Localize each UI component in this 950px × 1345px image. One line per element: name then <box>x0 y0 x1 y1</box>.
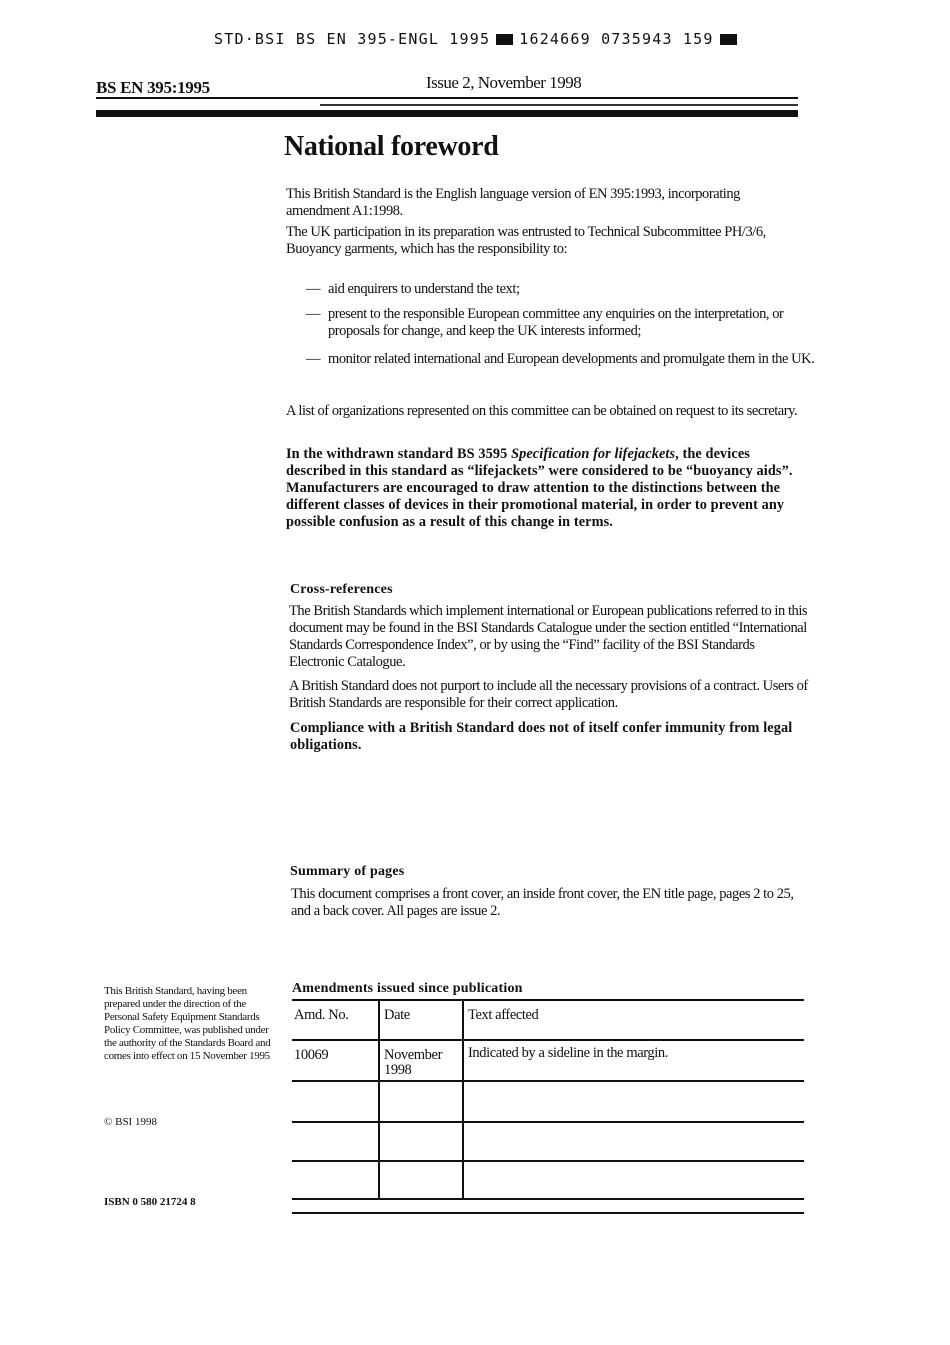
column-header-text: Text affected <box>468 1007 539 1023</box>
header-rule-mid <box>320 104 798 106</box>
summary-text: This document comprises a front cover, an inside front cover, the EN title page, pages 2 to 25, and a back cover. All pages are issue 2. <box>291 886 794 919</box>
column-header-date: Date <box>384 1007 410 1023</box>
isbn: ISBN 0 580 21724 8 <box>104 1196 196 1208</box>
issue-label: Issue 2, November 1998 <box>426 73 582 92</box>
foreword-bold-note <box>286 446 806 531</box>
summary-heading: Summary of pages <box>290 864 405 879</box>
foreword-para-3: A list of organizations represented on this committee can be obtained on request to its secretary. <box>286 403 798 419</box>
bold-note-part-a: In the withdrawn standard BS 3595 <box>286 446 512 462</box>
scan-block-mark-end <box>720 34 737 45</box>
scan-header-part2: 1624669 0735943 159 <box>519 30 714 48</box>
header-rule-thin <box>96 97 798 99</box>
foreword-para-2: The UK participation in its preparation was entrusted to Technical Subcommittee PH/3/6, Buoyancy garments, which has the responsibility to: <box>286 224 766 257</box>
list-item-text: present to the responsible European committee any enquiries on the interpretation, or proposals for change, and keep the UK interests informed; <box>328 306 784 339</box>
list-item <box>306 281 828 298</box>
table-rule <box>292 1212 804 1214</box>
cross-references-heading: Cross-references <box>290 582 393 597</box>
header-rule-thick <box>96 110 798 117</box>
dash-bullet: — <box>306 281 321 297</box>
amd-no-cell: 10069 <box>294 1047 329 1063</box>
cross-references-para-2: A British Standard does not purport to include all the necessary provisions of a contract. Users of British Standards are responsible for their correct application. <box>289 678 808 711</box>
copyright: © BSI 1998 <box>104 1116 157 1128</box>
list-item-text: monitor related international and European developments and promulgate them in the UK. <box>328 351 815 367</box>
column-header-amd-no: Amd. No. <box>294 1007 349 1023</box>
table-rule <box>292 1160 804 1162</box>
table-rule <box>292 1121 804 1123</box>
list-item-text: aid enquirers to understand the text; <box>328 281 520 297</box>
bold-note-part-b: , the devices described in this standard as “lifejackets” were considered to be “buoyancy aids”. Manufacturers are encouraged to draw attention to the distinctions between the different classes of devices in their promotional material, in order to prevent any possible confusion as a result of this change in terms. <box>286 446 793 530</box>
amendments-title: Amendments issued since publication <box>292 981 523 996</box>
page-title: National foreword <box>284 131 499 162</box>
dash-bullet: — <box>306 351 321 367</box>
scan-header <box>214 30 774 48</box>
scan-header-part1: STD·BSI BS EN 395-ENGL 1995 <box>214 30 491 48</box>
table-rule <box>292 999 804 1001</box>
table-rule <box>292 1039 804 1041</box>
foreword-para-1: This British Standard is the English language version of EN 395:1993, incorporating amendment A1:1998. <box>286 186 740 219</box>
cross-references-para-1: The British Standards which implement international or European publications referred to in this document may be found in the BSI Standards Catalogue under the section entitled “International Standards Correspondence Index”, or by using the “Find” facility of the BSI Standards Electronic Catalogue. <box>289 603 808 670</box>
bold-note-title: Specification for lifejackets <box>511 446 676 462</box>
compliance-note: Compliance with a British Standard does not of itself confer immunity from legal obligations. <box>290 720 793 753</box>
dash-bullet: — <box>306 306 321 322</box>
date-cell: November 1998 <box>384 1047 443 1078</box>
list-item <box>306 351 828 368</box>
publication-note: This British Standard, having been prepared under the direction of the Personal Safety Equipment Standards Policy Committee, was published under the authority of the Standards Board and comes into effect on 15 November 1995 <box>104 985 271 1062</box>
list-item <box>306 306 828 340</box>
doc-id: BS EN 395:1995 <box>96 78 210 97</box>
table-col-rule <box>378 999 380 1200</box>
table-col-rule <box>462 999 464 1200</box>
scan-block-mark <box>496 34 513 45</box>
table-rule <box>292 1080 804 1082</box>
table-rule <box>292 1198 804 1200</box>
text-affected-cell: Indicated by a sideline in the margin. <box>468 1045 668 1061</box>
